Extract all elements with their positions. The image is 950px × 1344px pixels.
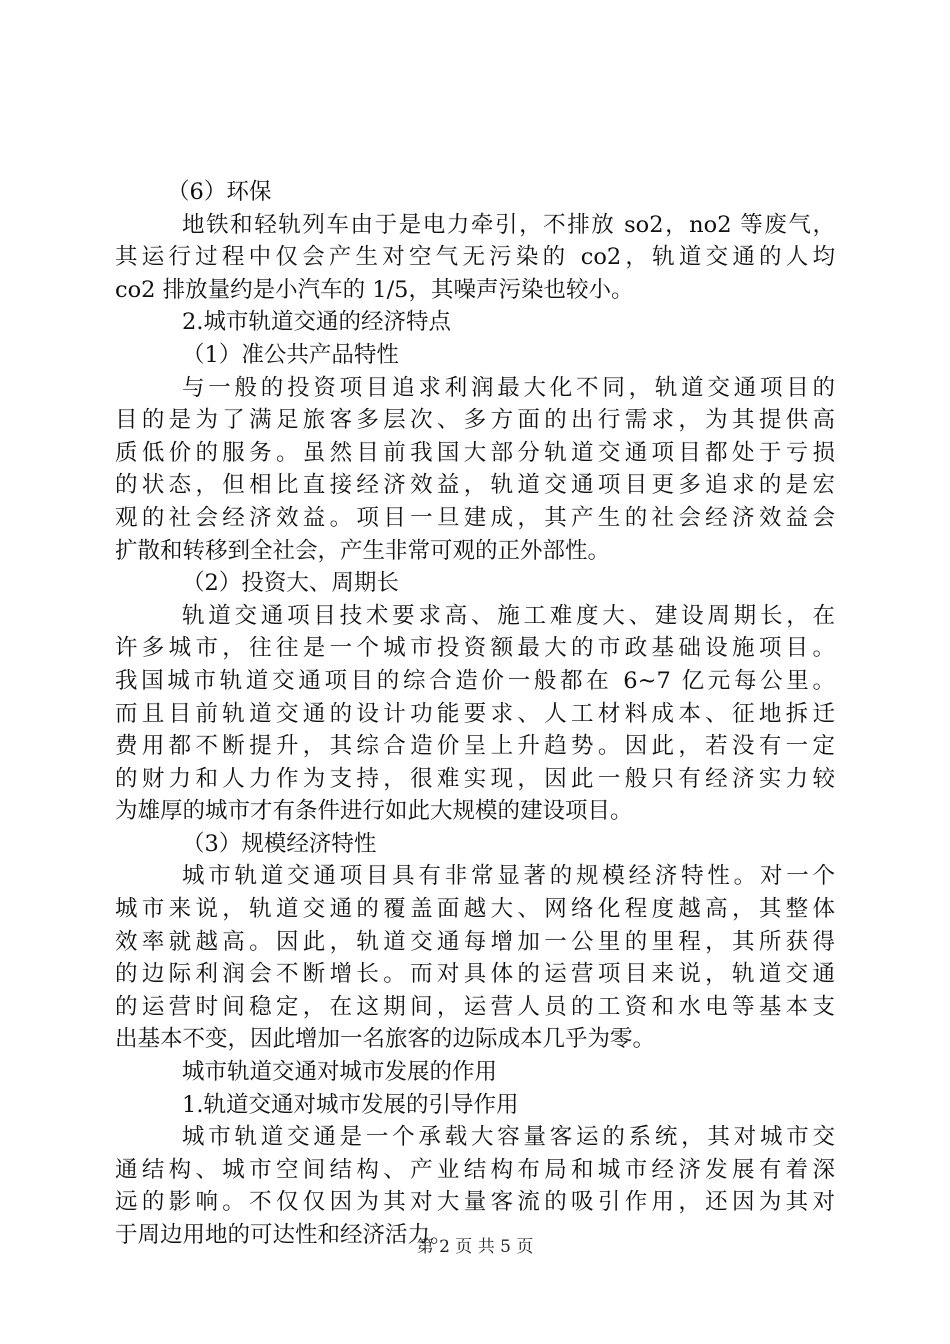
text-line: 通结构、城市空间结构、产业结构布局和城市经济发展有着深: [115, 1156, 835, 1183]
text-line: 的财力和人力作为支持，很难实现，因此一般只有经济实力较: [115, 765, 835, 792]
text-line: （3）规模经济特性: [182, 830, 377, 857]
text-line: 扩散和转移到全社会，产生非常可观的正外部性。: [115, 537, 611, 564]
text-line: 的边际利润会不断增长。而对具体的运营项目来说，轨道交通: [115, 961, 835, 988]
text-line: 城市轨道交通是一个承载大容量客运的系统，其对城市交: [182, 1124, 835, 1151]
text-line: co2 排放量约是小汽车的 1/5，其噪声污染也较小。: [115, 276, 634, 303]
text-line: （1）准公共产品特性: [182, 341, 399, 368]
text-line: 而且目前轨道交通的设计功能要求、人工材料成本、征地拆迁: [115, 700, 835, 727]
text-line: 地铁和轻轨列车由于是电力牵引，不排放 so2，no2 等废气，: [182, 211, 835, 238]
text-line: 1.轨道交通对城市发展的引导作用: [182, 1091, 519, 1118]
text-line: 于周边用地的可达性和经济活力。: [115, 1222, 453, 1248]
text-line: 的运营时间稳定，在这期间，运营人员的工资和水电等基本支: [115, 993, 835, 1020]
text-line: 我国城市轨道交通项目的综合造价一般都在 6~7 亿元每公里。: [115, 667, 835, 694]
text-line: （6）环保: [167, 179, 272, 205]
text-line: 2.城市轨道交通的经济特点: [182, 309, 451, 336]
text-line: 远的影响。不仅仅因为其对大量客流的吸引作用，还因为其对: [115, 1189, 835, 1216]
text-line: 目的是为了满足旅客多层次、多方面的出行需求，为其提供高: [115, 407, 835, 434]
text-line: 为雄厚的城市才有条件进行如此大规模的建设项目。: [115, 798, 633, 825]
text-line: 轨道交通项目技术要求高、施工难度大、建设周期长，在: [182, 602, 835, 629]
text-line: 许多城市，往往是一个城市投资额最大的市政基础设施项目。: [115, 635, 835, 662]
text-line: 费用都不断提升，其综合造价呈上升趋势。因此，若没有一定: [115, 733, 835, 760]
text-line: 效率就越高。因此，轨道交通每增加一公里的里程，其所获得: [115, 928, 835, 955]
text-line: 出基本不变，因此增加一名旅客的边际成本几乎为零。: [115, 1026, 656, 1053]
text-line: 的状态，但相比直接经济效益，轨道交通项目更多追求的是宏: [115, 472, 835, 499]
text-line: 城市来说，轨道交通的覆盖面越大、网络化程度越高，其整体: [115, 896, 835, 923]
text-line: 与一般的投资项目追求利润最大化不同，轨道交通项目的: [182, 374, 835, 401]
text-line: 城市轨道交通项目具有非常显著的规模经济特性。对一个: [182, 863, 835, 890]
text-line: 观的社会经济效益。项目一旦建成，其产生的社会经济效益会: [115, 504, 835, 531]
text-line: （2）投资大、周期长: [182, 570, 399, 597]
text-line: 其运行过程中仅会产生对空气无污染的 co2，轨道交通的人均: [115, 244, 835, 271]
document-body: [115, 176, 835, 1252]
text-line: 城市轨道交通对城市发展的作用: [182, 1059, 498, 1086]
page-footer: 第 2 页 共 5 页: [416, 1237, 534, 1257]
text-line: 质低价的服务。虽然目前我国大部分轨道交通项目都处于亏损: [115, 439, 835, 466]
